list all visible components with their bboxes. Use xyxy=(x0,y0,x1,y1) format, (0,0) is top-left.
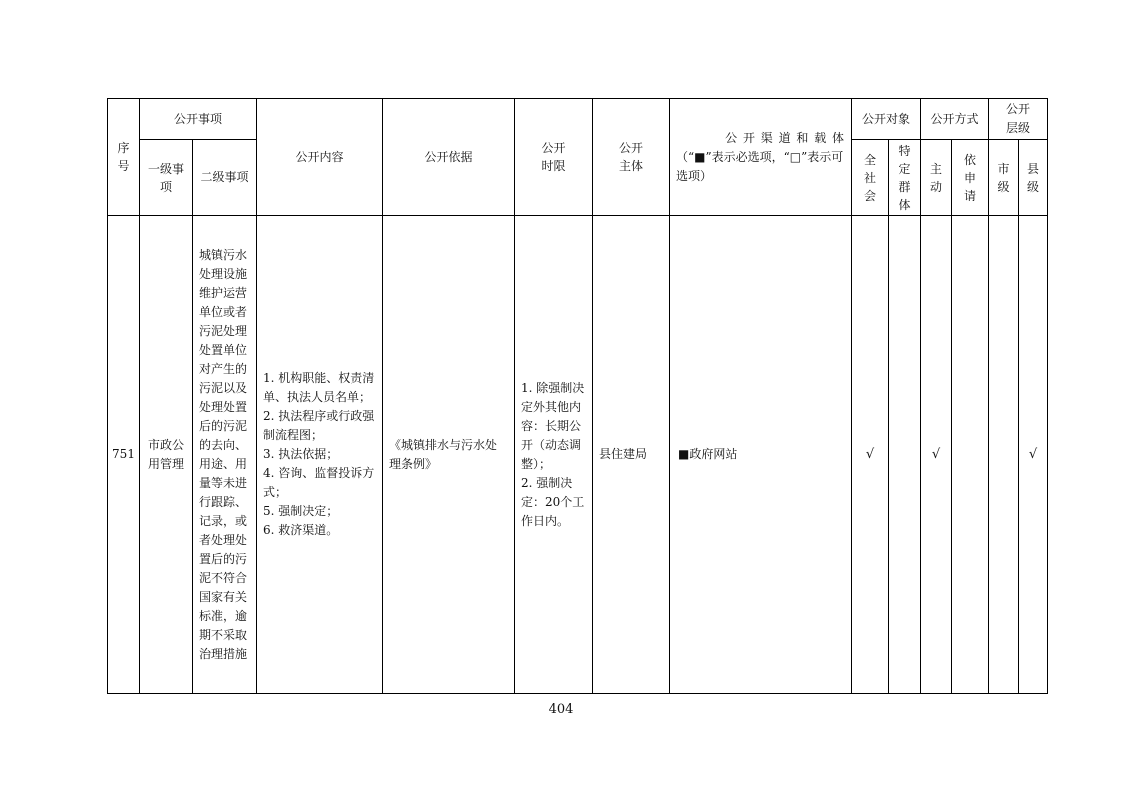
header-audience-specific: 特 定 群 体 xyxy=(889,140,921,216)
table-row xyxy=(108,216,1048,694)
header-matters: 公开事项 xyxy=(140,99,257,140)
content-item: 2. 执法程序或行政强制流程图； xyxy=(263,409,375,442)
header-time-limit: 公开 时限 xyxy=(515,99,593,216)
row-audience-specific xyxy=(889,216,921,694)
header-subject: 公开 主体 xyxy=(593,99,670,216)
header-row-1 xyxy=(108,99,1048,140)
header-level: 公开层级 xyxy=(989,99,1048,140)
disclosure-table xyxy=(107,98,1048,694)
row-subject: 县住建局 xyxy=(593,216,670,694)
row-channel: ■政府网站 xyxy=(670,216,852,694)
row-no: 751 xyxy=(108,216,140,694)
time-limit-item: 2. 强制决定：20个工作日内。 xyxy=(521,475,585,528)
row-method-apply xyxy=(952,216,989,694)
header-method: 公开方式 xyxy=(921,99,989,140)
row-basis: 《城镇排水与污水处理条例》 xyxy=(383,216,515,694)
time-limit-item: 1. 除强制决定外其他内容：长期公开（动态调整）； xyxy=(521,380,585,471)
row-level1: 市政公用管理 xyxy=(140,216,193,694)
content-item: 1. 机构职能、权责清单、执法人员名单； xyxy=(263,371,375,404)
header-audience-all: 全 社 会 xyxy=(852,140,889,216)
row-content xyxy=(257,216,383,694)
header-no: 序 号 xyxy=(108,99,140,216)
row-level2: 城镇污水处理设施维护运营单位或者污泥处理处置单位对产生的污泥以及处理处置后的污泥的去向、用途、用量等未进行跟踪、记录，或者处理处置后的污泥不符合国家有关标准，逾期不采取治理措施 xyxy=(193,216,257,694)
header-content: 公开内容 xyxy=(257,99,383,216)
header-basis: 公开依据 xyxy=(383,99,515,216)
content-item: 6. 救济渠道。 xyxy=(263,523,339,537)
header-level1: 一级事 项 xyxy=(140,140,193,216)
row-time-limit xyxy=(515,216,593,694)
header-method-apply: 依 申 请 xyxy=(952,140,989,216)
content-item: 5. 强制决定； xyxy=(263,504,339,518)
header-level-city: 市 级 xyxy=(989,140,1019,216)
header-level2: 二级事项 xyxy=(193,140,257,216)
row-level-city xyxy=(989,216,1019,694)
header-method-active: 主 动 xyxy=(921,140,952,216)
header-channel-line2: （“■”表示必选项，“□”表示可选项） xyxy=(676,149,844,183)
row-method-active: √ xyxy=(921,216,952,694)
row-audience-all: √ xyxy=(852,216,889,694)
content-item: 4. 咨询、监督投诉方式； xyxy=(263,466,375,499)
page-number: 404 xyxy=(548,702,574,717)
content-item: 3. 执法依据； xyxy=(263,447,339,461)
row-level-county: √ xyxy=(1019,216,1048,694)
header-channel xyxy=(670,99,852,216)
header-channel-line1: 公 开 渠 道 和 载 体 xyxy=(725,130,846,145)
header-level-county: 县 级 xyxy=(1019,140,1048,216)
header-audience: 公开对象 xyxy=(852,99,921,140)
